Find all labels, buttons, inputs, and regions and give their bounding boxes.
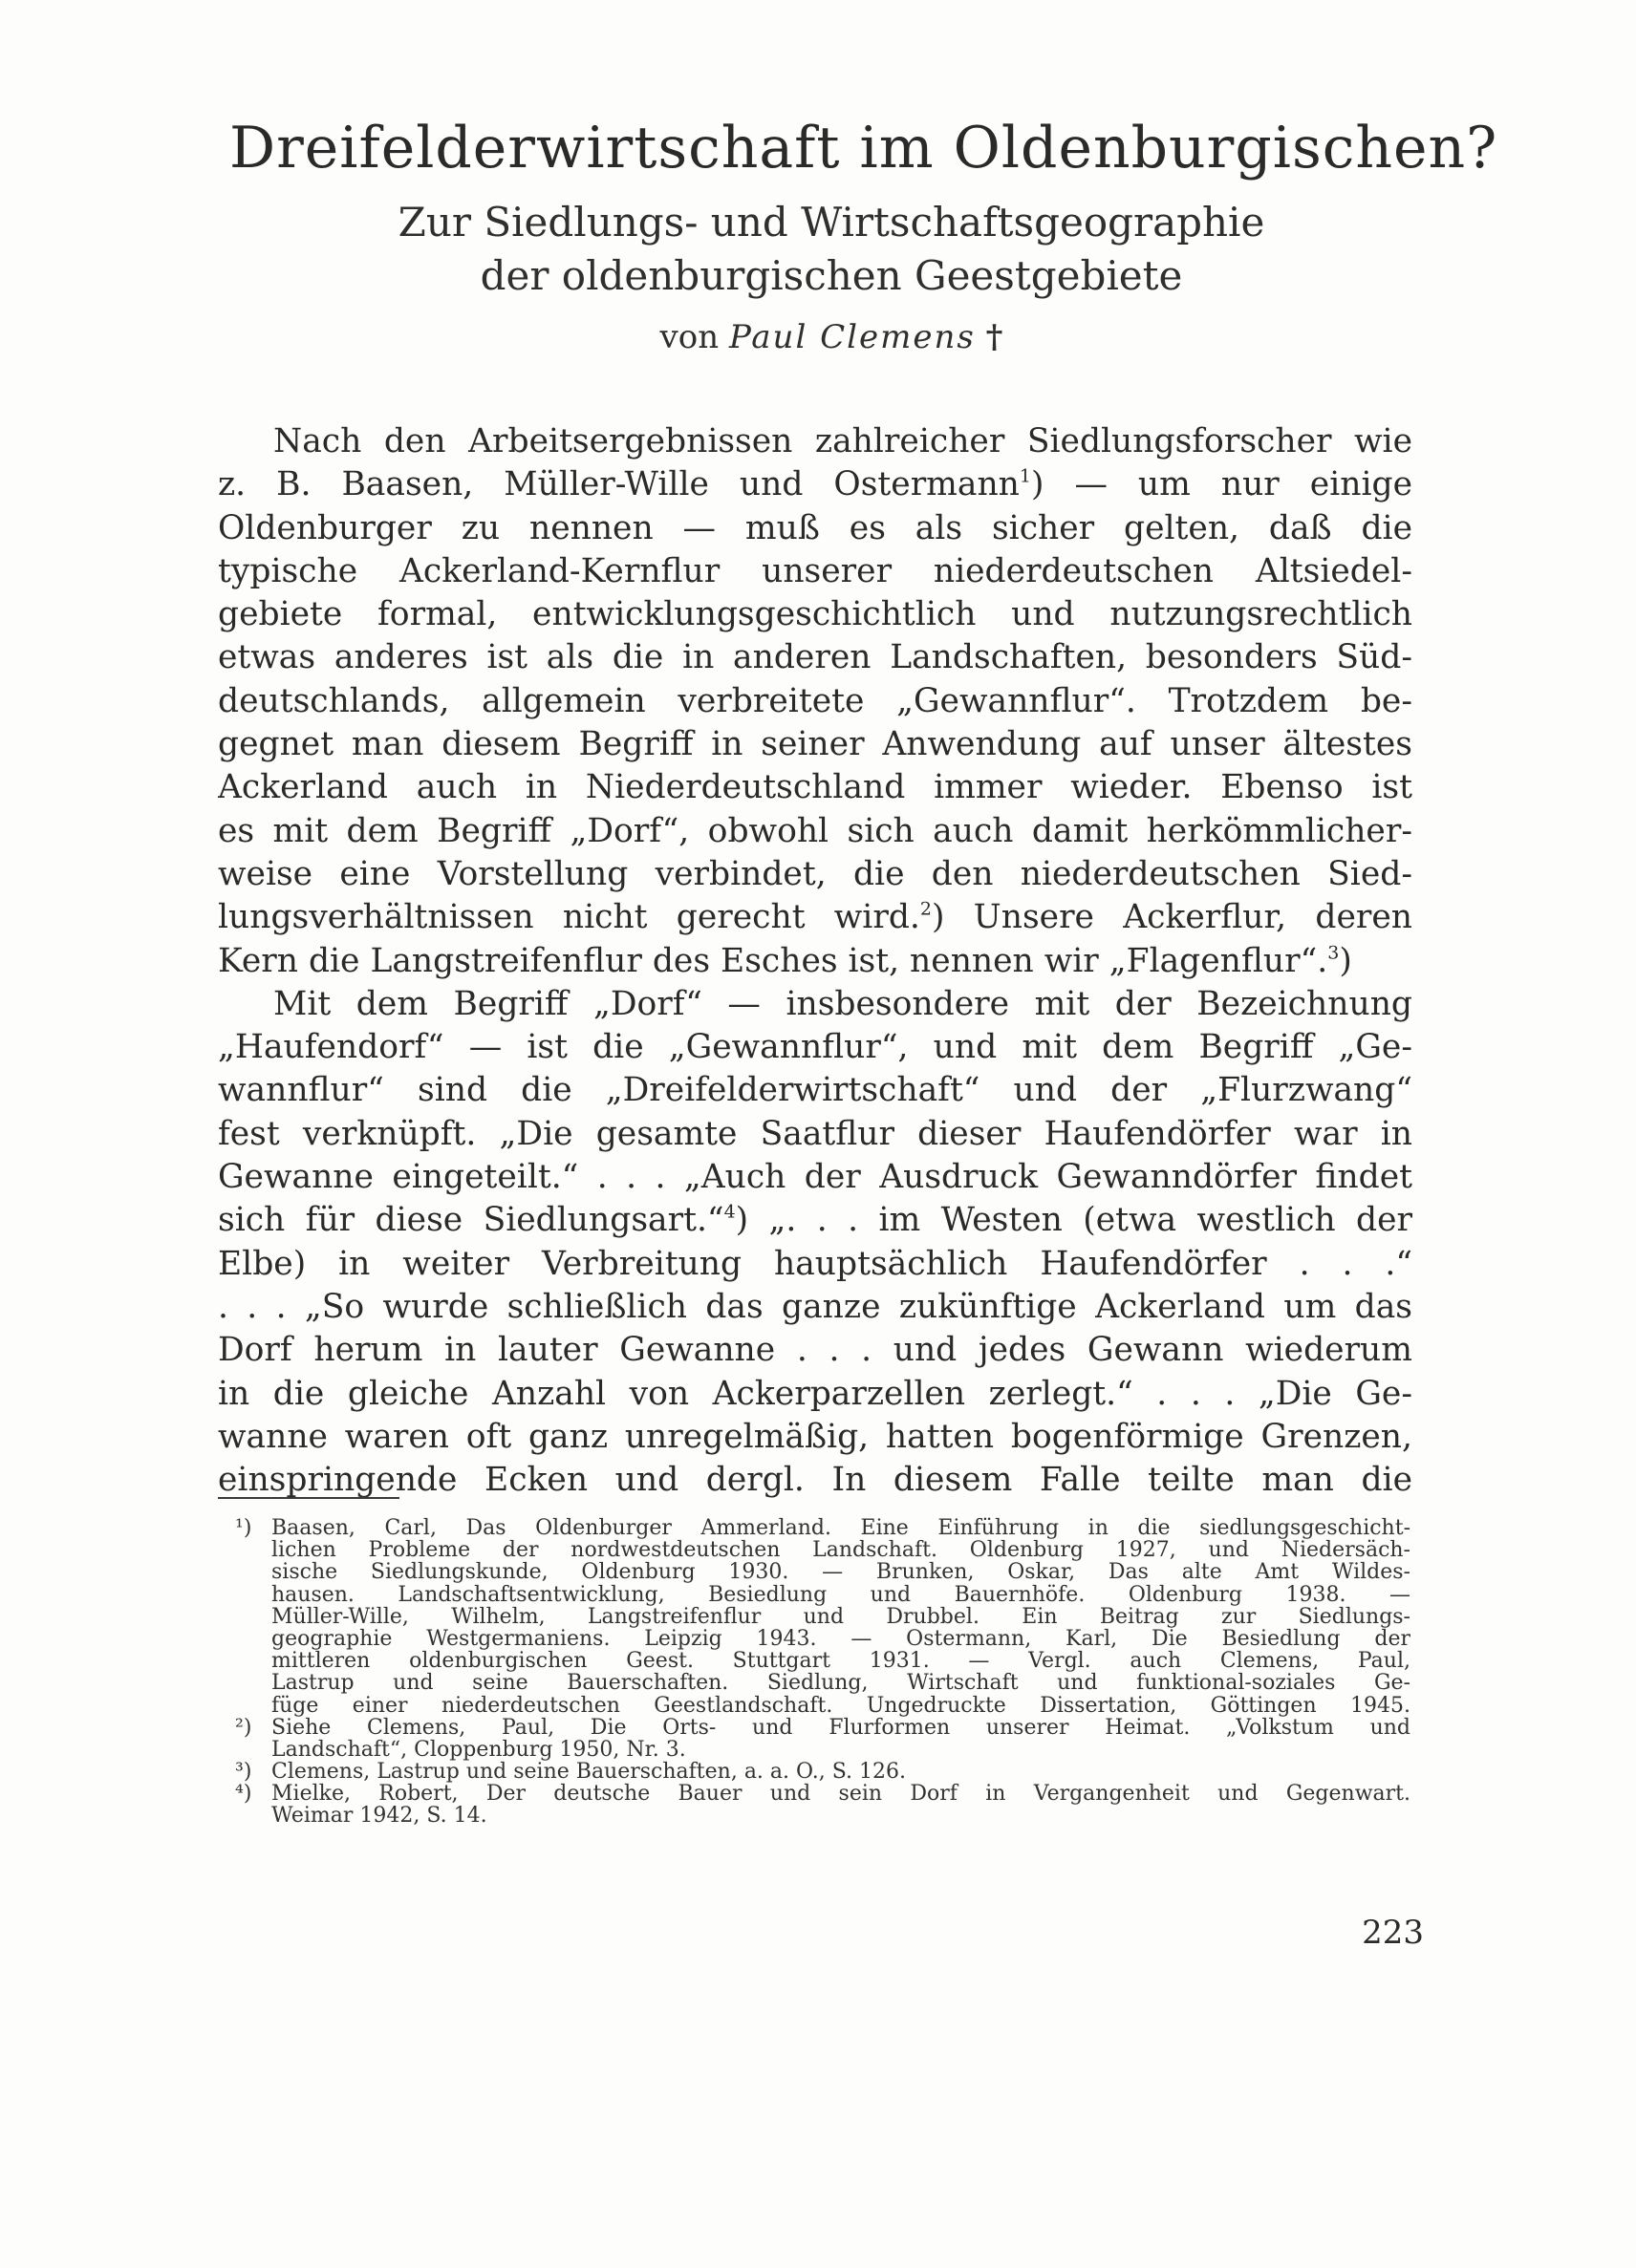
- footnote-separator: [218, 1497, 399, 1499]
- body-line: Ackerland auch in Niederdeutschland immer wieder. Ebenso ist: [218, 768, 1412, 807]
- footnote-line: ³) Clemens, Lastrup und seine Bauerschaften, a. a. O., S. 126.: [235, 1761, 907, 1784]
- deceased-mark: †: [985, 318, 1003, 356]
- body-line: Mit dem Begriff „Dorf“ — insbesondere mit der Bezeichnung: [273, 984, 1412, 1023]
- footnote-line: sische Siedlungskunde, Oldenburg 1930. — Brunken, Oskar, Das alte Amt Wildes-: [271, 1561, 1410, 1584]
- body-line: fest verknüpft. „Die gesamte Saatflur dieser Haufendörfer war in: [218, 1114, 1412, 1153]
- footnote-mark: ¹): [235, 1517, 252, 1540]
- author-prefix: von: [659, 318, 720, 356]
- article-subtitle: [229, 196, 1433, 303]
- footnote-line: Müller-Wille, Wilhelm, Langstreifenflur und Drubbel. Ein Beitrag zur Siedlungs-: [271, 1605, 1410, 1628]
- footnote-mark: ³): [235, 1761, 252, 1784]
- footnote-line: lichen Probleme der nordwestdeutschen Landschaft. Oldenburg 1927, und Niedersäch-: [271, 1539, 1410, 1562]
- footnote-ref: 1: [1019, 466, 1031, 488]
- footnote-ref: 2: [919, 898, 932, 920]
- body-line: in die gleiche Anzahl von Ackerparzellen zerlegt.“ . . . „Die Ge-: [218, 1374, 1412, 1413]
- footnote-line: ⁴) Mielke, Robert, Der deutsche Bauer und sein Dorf in Vergangenheit und Gegenwart.: [235, 1783, 1410, 1806]
- author-byline: [229, 318, 1433, 356]
- footnote-ref: 4: [723, 1202, 736, 1224]
- article-title: Dreifelderwirtschaft im Oldenburgischen?: [229, 115, 1498, 182]
- body-line: z. B. Baasen, Müller-Wille und Ostermann$^1$) — um nur einige: [218, 465, 1412, 504]
- body-line: Kern die Langstreifenflur des Esches ist, nennen wir „Flagenflur“.$^3$): [218, 941, 1352, 980]
- subtitle-line-1: Zur Siedlungs- und Wirtschaftsgeographie: [398, 199, 1265, 246]
- body-line: Gewanne eingeteilt.“ . . . „Auch der Ausdruck Gewanndörfer findet: [218, 1158, 1412, 1197]
- footnote-line: ¹) Baasen, Carl, Das Oldenburger Ammerland. Eine Einführung in die siedlungsgeschicht-: [235, 1517, 1410, 1540]
- body-line: lungsverhältnissen nicht gerecht wird.$^2$) Unsere Ackerflur, deren: [218, 898, 1412, 937]
- footnotes: [235, 1517, 1410, 1828]
- body-line: weise eine Vorstellung verbindet, die den niederdeutschen Sied-: [218, 854, 1412, 893]
- footnote-line: hausen. Landschaftsentwicklung, Besiedlung und Bauernhöfe. Oldenburg 1938. —: [271, 1583, 1410, 1606]
- footnote-line: Lastrup und seine Bauerschaften. Siedlung, Wirtschaft und funktional-soziales Ge-: [271, 1672, 1410, 1695]
- body-line: etwas anderes ist als die in anderen Landschaften, besonders Süd-: [218, 638, 1412, 677]
- footnote-line: Weimar 1942, S. 14.: [271, 1805, 487, 1828]
- author-name: Paul Clemens: [728, 318, 976, 356]
- body-line: „Haufendorf“ — ist die „Gewannflur“, und mit dem Begriff „Ge-: [218, 1028, 1412, 1067]
- footnote-line: füge einer niederdeutschen Geestlandschaft. Ungedruckte Dissertation, Göttingen 1945.: [271, 1694, 1410, 1717]
- body-line: Nach den Arbeitsergebnissen zahlreicher Siedlungsforscher wie: [273, 422, 1412, 460]
- body-line: gebiete formal, entwicklungsgeschichtlich und nutzungsrechtlich: [218, 595, 1412, 634]
- page-number: 223: [1362, 1914, 1424, 1952]
- footnote-line: Landschaft“, Cloppenburg 1950, Nr. 3.: [271, 1738, 686, 1762]
- body-line: . . . „So wurde schließlich das ganze zukünftige Ackerland um das: [218, 1287, 1412, 1326]
- footnote-line: geographie Westgermaniens. Leipzig 1943. — Ostermann, Karl, Die Besiedlung der: [271, 1627, 1410, 1651]
- body-line: wannflur“ sind die „Dreifelderwirtschaft“ und der „Flurzwang“: [218, 1071, 1412, 1110]
- body-line: es mit dem Begriff „Dorf“, obwohl sich auch damit herkömmlicher-: [218, 811, 1412, 850]
- body-line: deutschlands, allgemein verbreitete „Gewannflur“. Trotzdem be-: [218, 681, 1412, 720]
- body-line: Dorf herum in lauter Gewanne . . . und jedes Gewann wiederum: [218, 1331, 1412, 1370]
- footnote-line: mittleren oldenburgischen Geest. Stuttgart 1931. — Vergl. auch Clemens, Paul,: [271, 1650, 1410, 1673]
- subtitle-line-2: der oldenburgischen Geestgebiete: [480, 252, 1183, 299]
- body-line: typische Ackerland-Kernflur unserer niederdeutschen Altsiedel-: [218, 551, 1412, 590]
- body-line: gegnet man diesem Begriff in seiner Anwendung auf unser ältestes: [218, 725, 1412, 764]
- body-line: einspringende Ecken und dergl. In diesem Falle teilte man die: [218, 1461, 1412, 1500]
- body-line: Oldenburger zu nennen — muß es als sicher gelten, daß die: [218, 508, 1412, 547]
- body-line: sich für diese Siedlungsart.“$^4$) „. . . im Westen (etwa westlich der: [218, 1201, 1412, 1240]
- footnote-ref: 3: [1327, 942, 1340, 964]
- body-text: [218, 420, 1412, 1502]
- body-line: wanne waren oft ganz unregelmäßig, hatten bogenförmige Grenzen,: [218, 1417, 1412, 1456]
- body-line: Elbe) in weiter Verbreitung hauptsächlich Haufendörfer . . .“: [218, 1244, 1412, 1283]
- footnote-mark: ²): [235, 1716, 252, 1739]
- footnote-line: ²) Siehe Clemens, Paul, Die Orts- und Flurformen unserer Heimat. „Volkstum und: [235, 1716, 1410, 1739]
- footnote-mark: ⁴): [235, 1783, 252, 1806]
